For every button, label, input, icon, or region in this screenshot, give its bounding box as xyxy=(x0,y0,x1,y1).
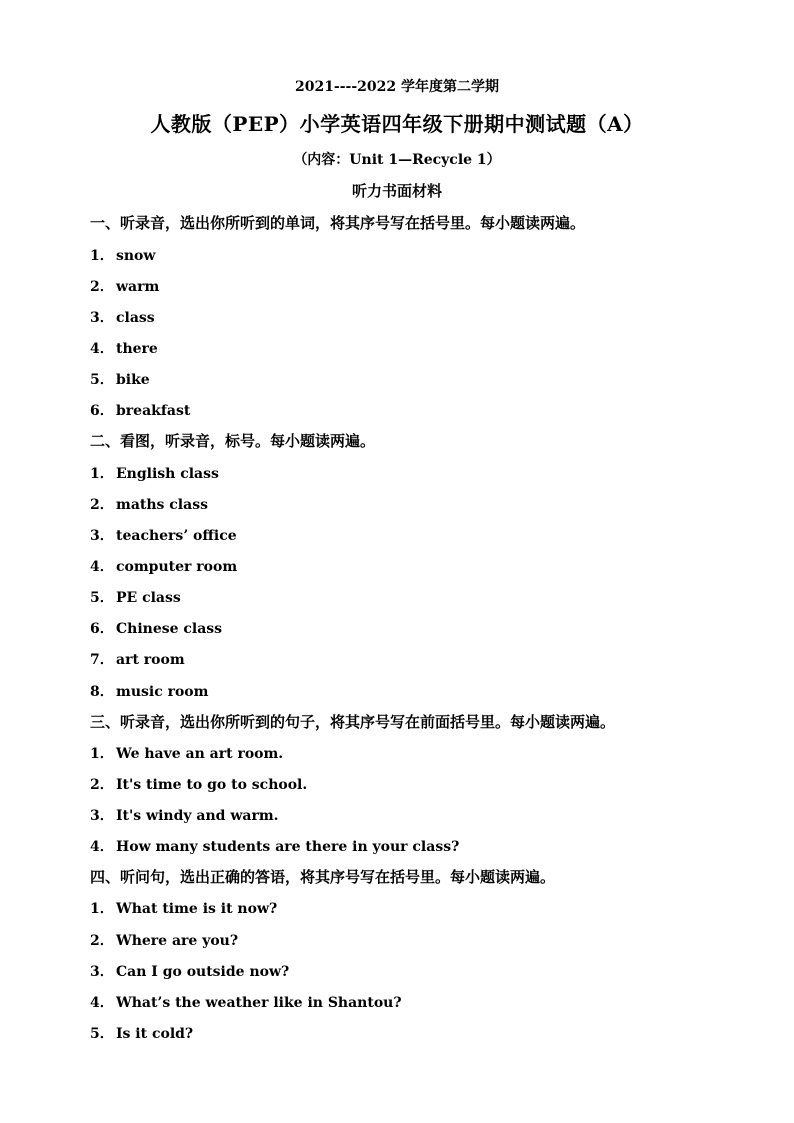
list-item: 2． warm xyxy=(90,279,160,295)
school-year: 2021----2022 学年度第二学期 xyxy=(294,79,500,95)
list-item: 4． What’s the weather like in Shantou? xyxy=(90,995,402,1011)
list-item: 5． Is it cold? xyxy=(90,1026,194,1042)
list-item: 5． PE class xyxy=(90,590,181,606)
list-item: 1． snow xyxy=(90,248,156,264)
list-item: 6． Chinese class xyxy=(90,621,223,637)
list-item: 7． art room xyxy=(90,652,185,668)
list-item: 8． music room xyxy=(90,684,209,700)
list-item: 4． How many students are there in your class? xyxy=(90,839,460,855)
list-item: 4． computer room xyxy=(90,559,238,575)
section-4-heading: 四、听问句，选出正确的答语，将其序号写在括号里。每小题读两遍。 xyxy=(90,868,556,886)
list-item: 2． maths class xyxy=(90,497,208,513)
list-item: 2． Where are you? xyxy=(90,933,239,949)
list-item: 5． bike xyxy=(90,372,150,388)
list-item: 1． We have an art room. xyxy=(90,746,284,762)
content-scope: （内容：Unit 1—Recycle 1） xyxy=(293,152,501,168)
section-2-heading: 二、看图，听录音，标号。每小题读两遍。 xyxy=(90,432,376,450)
page-subtitle: 听力书面材料 xyxy=(351,182,442,200)
list-item: 3． Can I go outside now? xyxy=(90,964,290,980)
list-item: 2． It's time to go to school. xyxy=(90,777,308,793)
list-item: 1． English class xyxy=(90,466,219,482)
list-item: 6． breakfast xyxy=(90,403,191,419)
list-item: 4． there xyxy=(90,341,158,357)
page-title: 人教版（PEP）小学英语四年级下册期中测试题（A） xyxy=(150,112,644,136)
section-1-heading: 一、听录音，选出你所听到的单词，将其序号写在括号里。每小题读两遍。 xyxy=(90,214,586,232)
list-item: 3． teachers’ office xyxy=(90,528,237,544)
list-item: 3． It's windy and warm. xyxy=(90,808,279,824)
section-3-heading: 三、听录音，选出你所听到的句子，将其序号写在前面括号里。每小题读两遍。 xyxy=(90,713,616,731)
list-item: 3． class xyxy=(90,310,155,326)
list-item: 1． What time is it now? xyxy=(90,901,278,917)
